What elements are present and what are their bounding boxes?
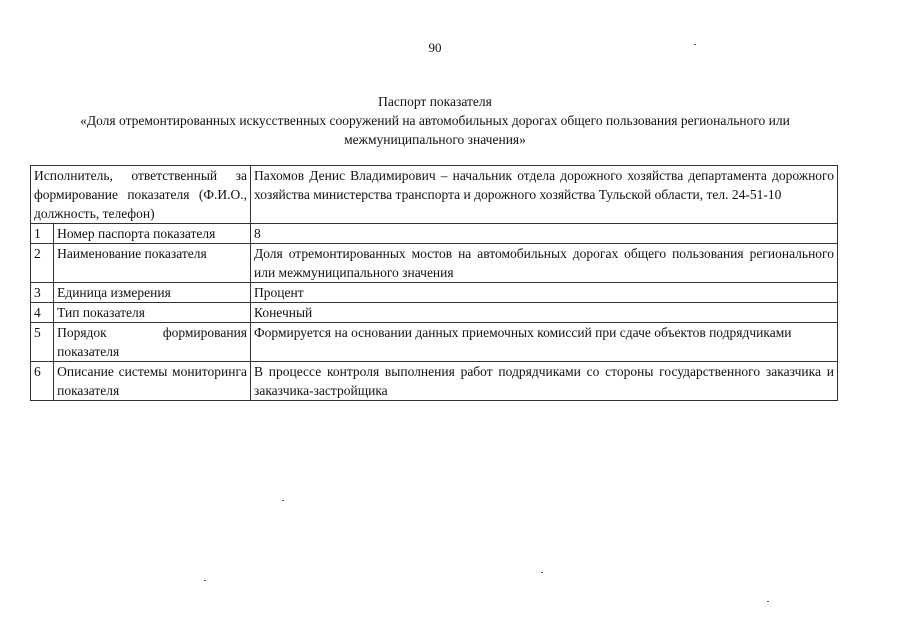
row-number: 3 (31, 283, 54, 303)
row-value: В процессе контроля выполнения работ подрядчиками со стороны государственного заказчика и заказчика-застройщика (251, 362, 838, 401)
row-value: Процент (251, 283, 838, 303)
responsible-label: Исполнитель, ответственный за формирование показателя (Ф.И.О., должность, телефон) (31, 166, 251, 224)
scan-speck (204, 580, 206, 581)
row-label: Номер паспорта показателя (54, 224, 251, 244)
table-row (31, 362, 838, 401)
responsible-value: Пахомов Денис Владимирович – начальник отдела дорожного хозяйства департамента дорожного хозяйства министерства транспорта и дорожного хозяйства Тульской области, тел. 24-51-10 (251, 166, 838, 224)
indicator-passport-table (30, 165, 838, 401)
row-number: 6 (31, 362, 54, 401)
row-number: 1 (31, 224, 54, 244)
table-row (31, 224, 838, 244)
scan-speck (767, 601, 769, 602)
table-row-responsible (31, 166, 838, 224)
row-label: Порядок формирования показателя (54, 323, 251, 362)
row-label: Описание системы мониторинга показателя (54, 362, 251, 401)
row-label: Единица измерения (54, 283, 251, 303)
page-number: 90 (428, 40, 442, 55)
document-title (40, 92, 830, 149)
row-number: 4 (31, 303, 54, 323)
row-label: Наименование показателя (54, 244, 251, 283)
table-row (31, 244, 838, 283)
table-row (31, 283, 838, 303)
title-heading: Паспорт показателя (378, 94, 492, 109)
table-row (31, 323, 838, 362)
scan-speck (282, 500, 284, 501)
row-number: 2 (31, 244, 54, 283)
title-indicator-name: «Доля отремонтированных искусственных сооружений на автомобильных дорогах общего пользования регионального или межмуниципального значения» (80, 113, 790, 147)
row-value: Формируется на основании данных приемочных комиссий при сдаче объектов подрядчиками (251, 323, 838, 362)
scan-speck (694, 44, 696, 45)
row-value: 8 (251, 224, 838, 244)
row-value: Конечный (251, 303, 838, 323)
scan-speck (541, 572, 543, 573)
row-number: 5 (31, 323, 54, 362)
table-row (31, 303, 838, 323)
row-value: Доля отремонтированных мостов на автомобильных дорогах общего пользования регионального или межмуниципального значения (251, 244, 838, 283)
row-label: Тип показателя (54, 303, 251, 323)
